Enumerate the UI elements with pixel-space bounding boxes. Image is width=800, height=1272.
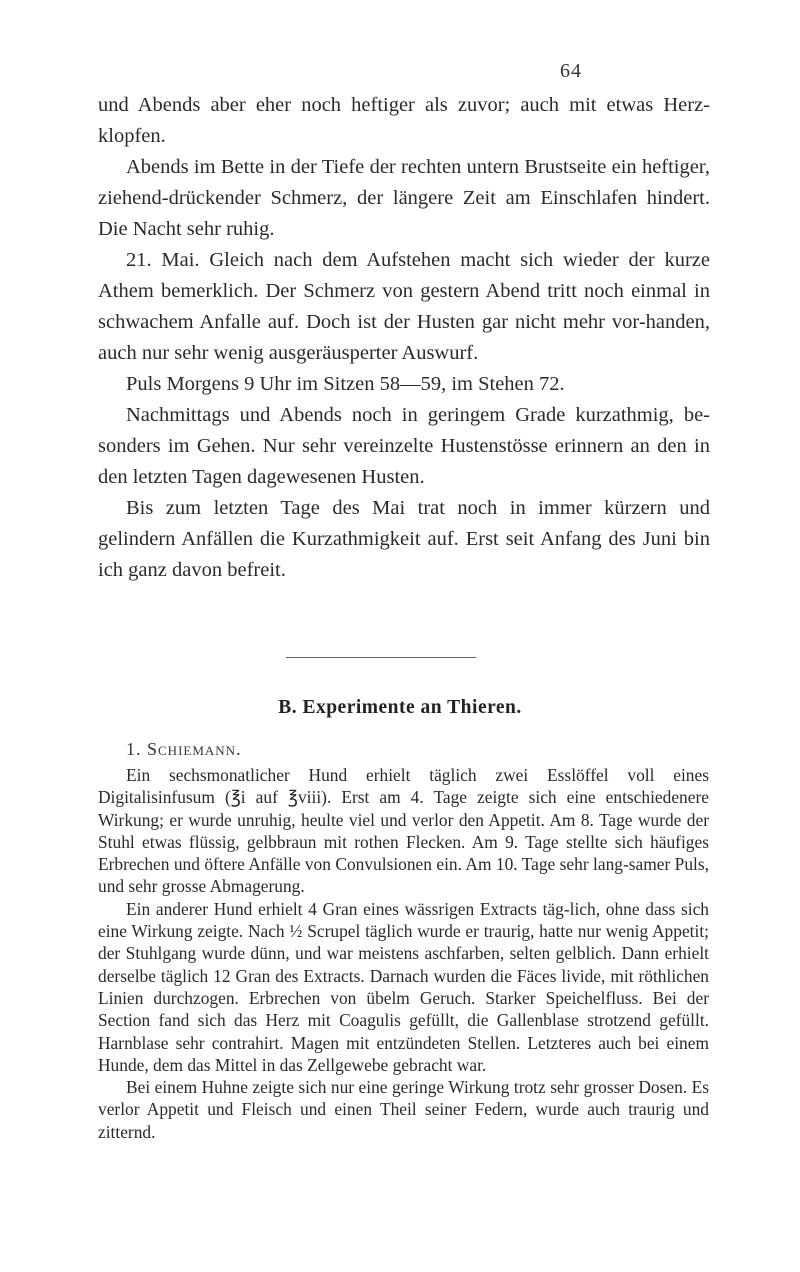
paragraph: 21. Mai. Gleich nach dem Aufstehen macht sich wieder der kurze Athem bemerklich. Der Schmerz von gestern Abend tritt noch einmal in schwachem Anfalle auf. Doch ist der Husten gar nicht mehr vor-handen, auch nur sehr wenig ausgeräusperter Auswurf. <box>98 249 710 364</box>
subsection-heading: 1. Schiemann. <box>126 739 242 759</box>
paragraph: Puls Morgens 9 Uhr im Sitzen 58—59, im Stehen 72. <box>126 373 565 395</box>
paragraph: und Abends aber eher noch heftiger als zuvor; auch mit etwas Herz-klopfen. <box>98 94 710 147</box>
paragraph: Ein anderer Hund erhielt 4 Gran eines wässrigen Extracts täg-lich, ohne dass sich eine Wirkung zeigte. Nach ½ Scrupel täglich wurde er traurig, hatte nur wenig Appetit; der Stuhlgang wurde dünn, und war meistens aschfarben, selten gelblich. Dann erhielt derselbe täglich 12 Gran des Extracts. Darnach wurden die Fäces livide, mit röthlichen Linien durchzogen. Erbrechen von übelm Geruch. Starker Speichelfluss. Bei der Section fand sich das Herz mit Coagulis gefüllt, die Gallenblase strotzend gefüllt. Harnblase sehr contrahirt. Magen mit entzündeten Stellen. Letzteres auch bei einem Hunde, dem das Mittel in das Zellgewebe gebracht war. <box>98 898 709 1075</box>
section-heading: B. Experimente an Thieren. <box>278 697 522 718</box>
paragraph: Ein sechsmonatlicher Hund erhielt täglich zwei Esslöffel voll eines Digitalisinfusum (℥i auf ℥viii). Erst am 4. Tage zeigte sich eine entschiedenere Wirkung; er wurde unruhig, heulte viel und verlor den Appetit. Am 8. Tage wurde der Stuhl etwas flüssig, gelbbraun mit rothen Flecken. Am 9. Tage stellte sich häufiges Erbrechen und öftere Anfälle von Convulsionen ein. Am 10. Tage sehr lang-samer Puls, und sehr grosse Abmagerung. <box>98 765 709 897</box>
experiment-text <box>98 764 709 1143</box>
paragraph: Bis zum letzten Tage des Mai trat noch in immer kürzern und gelindern Anfällen die Kurzathmigkeit auf. Erst seit Anfang des Juni bin ich ganz davon befreit. <box>98 497 710 581</box>
page-number: 64 <box>560 60 582 82</box>
paragraph: Nachmittags und Abends noch in geringem Grade kurzathmig, be-sonders im Gehen. Nur sehr vereinzelte Hustenstösse erinnern an den in den letzten Tagen dagewesenen Husten. <box>98 404 710 488</box>
paragraph: Abends im Bette in der Tiefe der rechten untern Brustseite ein heftiger, ziehend-drückender Schmerz, der längere Zeit am Einschlafen hindert. Die Nacht sehr ruhig. <box>98 156 710 240</box>
paragraph: Bei einem Huhne zeigte sich nur eine geringe Wirkung trotz sehr grosser Dosen. Es verlor Appetit und Fleisch und einen Theil seiner Federn, wurde auch traurig und zitternd. <box>98 1077 709 1142</box>
section-divider <box>286 657 476 658</box>
diary-text <box>98 90 710 586</box>
